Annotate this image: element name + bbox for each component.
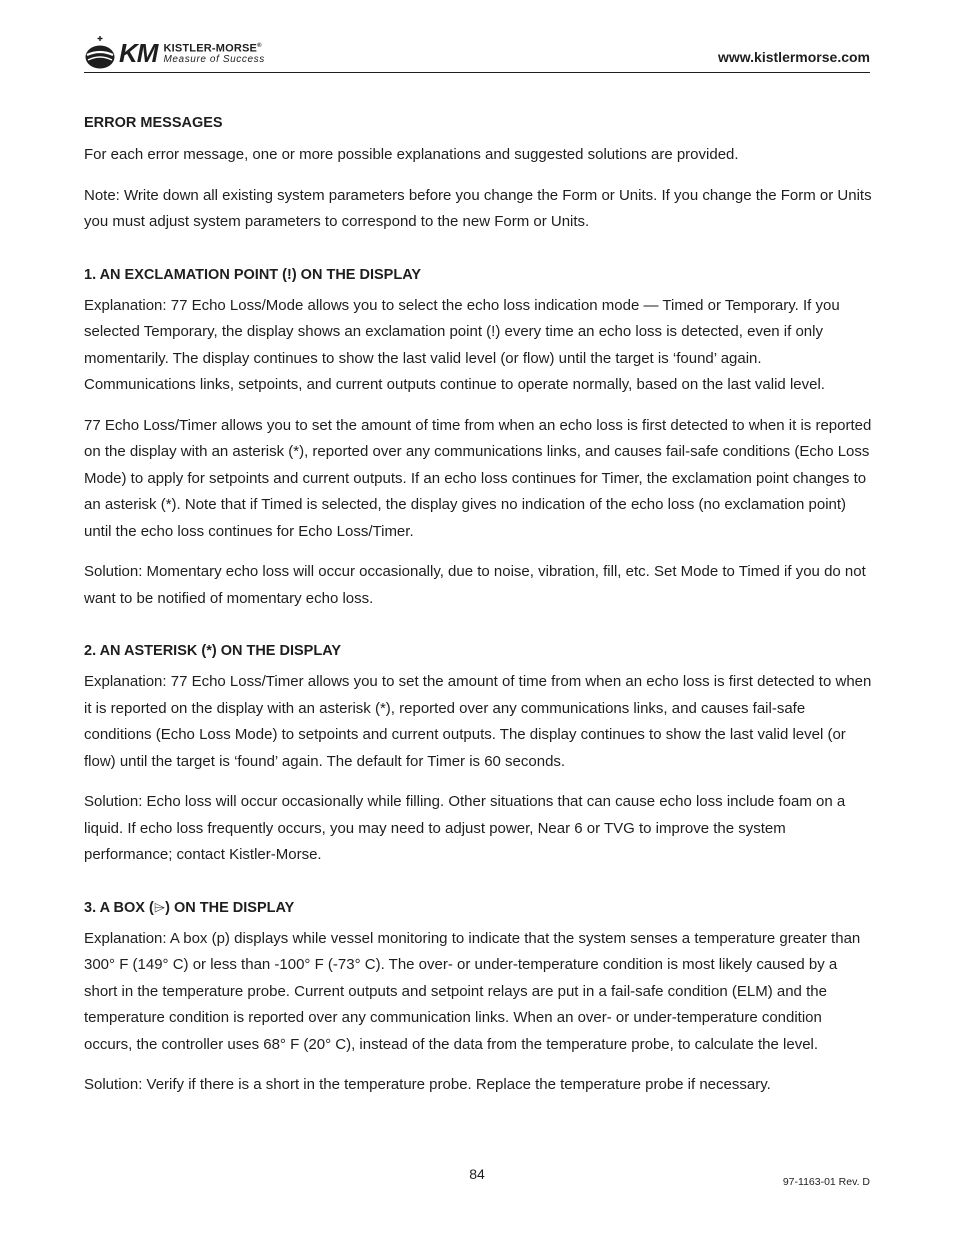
logo-tagline: Measure of Success [163,54,265,66]
paragraph: Explanation: 77 Echo Loss/Mode allows you to select the echo loss indication mode — Timed or Temporary. If you selected Temporary, the display shows an exclamation point (!) every time an echo loss is detected, even if only momentarily. The display continues to show the last valid level (or flow) until the target is ‘found’ again. Communications links, setpoints, and current outputs continue to operate normally, based on the last valid level. [84,296,840,393]
solution-paragraph: Solution: Verify if there is a short in the temperature probe. Replace the temperature probe if necessary. [84,1076,771,1093]
paragraph: Explanation: A box (p) displays while vessel monitoring to indicate that the system senses a temperature greater than 300° F (149° C) or less than -100° F (-73° C). The over- or under-temperature condition is most likely caused by a short in the temperature probe. Current outputs and setpoint relays are put in a fail-safe condition (ELM) and the temperature condition is reported over any communication links. When an over- or under-temperature condition occurs, the controller uses 68° F (20° C), instead of the data from the temperature probe, to calculate the level. [84,929,861,1053]
section-heading-exclamation: 1. AN EXCLAMATION POINT (!) ON THE DISPLAY [84,266,422,283]
document-reference: 97-1163-01 Rev. D [782,1176,870,1188]
solution-paragraph: Solution: Momentary echo loss will occur occasionally, due to noise, vibration, fill, etc. Set Mode to Timed if you do not want to be notified of momentary echo loss. [84,563,866,607]
paragraph: Explanation: 77 Echo Loss/Timer allows you to set the amount of time from when an echo loss is first detected to when it is reported on the display with an asterisk (*), reported over any communications links, and causes fail-safe conditions (Echo Loss Mode) to setpoints and current outputs. The display continues to show the last valid level (or flow) until the target is ‘found’ again. The default for Timer is 60 seconds. [84,673,872,770]
logo-mark-text: KM [119,37,158,68]
solution-paragraph: Solution: Echo loss will occur occasionally while filling. Other situations that can cause echo loss include foam on a liquid. If echo loss frequently occurs, you may need to adjust power, Near 6 or TVG to improve the system performance; contact Kistler-Morse. [84,793,846,863]
km-globe-logo-icon [84,36,116,70]
company-logo [84,36,265,70]
note-paragraph: Note: Write down all existing system parameters before you change the Form or Units. If you change the Form or Units you must adjust system parameters to correspond to the new Form or Units. [84,186,872,230]
section-heading-asterisk: 2. AN ASTERISK (*) ON THE DISPLAY [84,643,342,659]
website-url[interactable]: www.kistlermorse.com [718,49,870,65]
intro-paragraph: For each error message, one or more possible explanations and suggested solutions are provided. [84,146,739,163]
box-symbol-icon: ⌲ [153,899,166,916]
section-title: ERROR MESSAGES [84,115,223,131]
page-number: 84 [469,1166,485,1182]
paragraph: 77 Echo Loss/Timer allows you to set the amount of time from when an echo loss is first detected to when it is reported on the display with an asterisk (*), reported over any communications links, and causes fail-safe conditions (Echo Loss Mode) to apply for setpoints and current outputs. If an echo loss continues for Timer, the exclamation point changes to an asterisk (*). Note that if Timed is selected, the display gives no indication of the echo loss (no exclamation point) until the echo loss continues for Echo Loss/Timer. [84,416,872,540]
page-header [84,34,870,73]
document-body [84,112,874,1099]
logo-brand-name: KISTLER-MORSE® [163,42,262,55]
section-heading-box: 3. A BOX (⌲) ON THE DISPLAY [84,899,295,916]
